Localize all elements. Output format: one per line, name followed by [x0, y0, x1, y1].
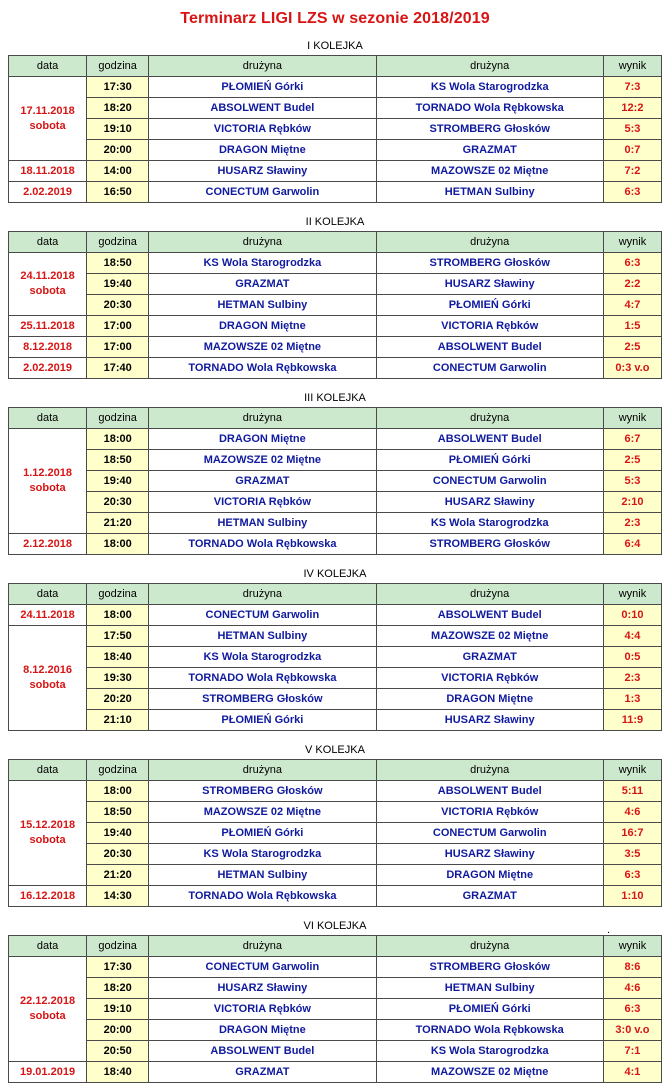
table-row	[9, 865, 662, 886]
table-row	[9, 626, 662, 647]
match-time: 19:30	[87, 668, 149, 689]
match-time: 14:00	[87, 161, 149, 182]
match-time: 18:20	[87, 98, 149, 119]
home-team: TORNADO Wola Rębkowska	[149, 886, 376, 907]
away-team: KS Wola Starogrodzka	[376, 513, 603, 534]
match-date: 22.12.2018 sobota	[9, 957, 87, 1062]
match-time: 19:40	[87, 823, 149, 844]
home-team: PŁOMIEŃ Górki	[149, 77, 376, 98]
match-time: 19:10	[87, 119, 149, 140]
match-time: 18:50	[87, 802, 149, 823]
match-time: 20:00	[87, 1020, 149, 1041]
column-header: godzina	[87, 584, 149, 605]
match-result: 4:6	[603, 802, 661, 823]
home-team: GRAZMAT	[149, 274, 376, 295]
away-team: MAZOWSZE 02 Miętne	[376, 1062, 603, 1083]
away-team: STROMBERG Głosków	[376, 534, 603, 555]
match-result: 4:7	[603, 295, 661, 316]
round-block	[8, 392, 662, 555]
match-result: 6:3	[603, 999, 661, 1020]
away-team: PŁOMIEŃ Górki	[376, 295, 603, 316]
column-header: godzina	[87, 408, 149, 429]
table-row	[9, 886, 662, 907]
away-team: ABSOLWENT Budel	[376, 781, 603, 802]
home-team: HETMAN Sulbiny	[149, 513, 376, 534]
match-time: 17:50	[87, 626, 149, 647]
match-result: 3:0 v.o	[603, 1020, 661, 1041]
match-result: 0:3 v.o	[603, 358, 661, 379]
table-row	[9, 957, 662, 978]
home-team: KS Wola Starogrodzka	[149, 844, 376, 865]
match-time: 18:00	[87, 781, 149, 802]
match-date: 2.02.2019	[9, 358, 87, 379]
match-result: 7:2	[603, 161, 661, 182]
column-header: wynik	[603, 584, 661, 605]
match-date: 15.12.2018 sobota	[9, 781, 87, 886]
table-row	[9, 429, 662, 450]
away-team: GRAZMAT	[376, 140, 603, 161]
away-team: ABSOLWENT Budel	[376, 605, 603, 626]
table-header-row	[9, 584, 662, 605]
match-result: 4:6	[603, 978, 661, 999]
column-header: data	[9, 584, 87, 605]
table-row	[9, 513, 662, 534]
table-row	[9, 471, 662, 492]
table-row	[9, 1020, 662, 1041]
round-title: III KOLEJKA	[304, 392, 366, 404]
match-result: 5:3	[603, 119, 661, 140]
away-team: CONECTUM Garwolin	[376, 823, 603, 844]
round-title: I KOLEJKA	[307, 40, 363, 52]
away-team: PŁOMIEŃ Górki	[376, 450, 603, 471]
table-row	[9, 295, 662, 316]
away-team: GRAZMAT	[376, 647, 603, 668]
away-team: HUSARZ Sławiny	[376, 492, 603, 513]
table-row	[9, 98, 662, 119]
away-team: HETMAN Sulbiny	[376, 978, 603, 999]
column-header: godzina	[87, 232, 149, 253]
match-time: 18:40	[87, 1062, 149, 1083]
away-team: STROMBERG Głosków	[376, 119, 603, 140]
round-title: V KOLEJKA	[305, 744, 365, 756]
match-result: 4:4	[603, 626, 661, 647]
match-time: 21:10	[87, 710, 149, 731]
match-result: 0:7	[603, 140, 661, 161]
home-team: DRAGON Miętne	[149, 429, 376, 450]
match-time: 20:00	[87, 140, 149, 161]
match-time: 18:50	[87, 450, 149, 471]
home-team: VICTORIA Rębków	[149, 999, 376, 1020]
match-time: 18:00	[87, 429, 149, 450]
home-team: TORNADO Wola Rębkowska	[149, 358, 376, 379]
stray-dot-text: .	[606, 924, 610, 936]
match-date: 8.12.2018	[9, 337, 87, 358]
column-header: data	[9, 232, 87, 253]
away-team: HUSARZ Sławiny	[376, 274, 603, 295]
table-row	[9, 358, 662, 379]
away-team: TORNADO Wola Rębkowska	[376, 98, 603, 119]
round-table	[8, 759, 662, 907]
match-result: 2:3	[603, 668, 661, 689]
round-table	[8, 55, 662, 203]
match-time: 17:40	[87, 358, 149, 379]
match-result: 1:3	[603, 689, 661, 710]
match-date: 24.11.2018 sobota	[9, 253, 87, 316]
match-time: 17:00	[87, 337, 149, 358]
match-time: 20:30	[87, 295, 149, 316]
away-team: STROMBERG Głosków	[376, 253, 603, 274]
column-header: drużyna	[376, 408, 603, 429]
table-row	[9, 492, 662, 513]
match-date: 19.01.2019	[9, 1062, 87, 1083]
table-row	[9, 450, 662, 471]
round-block	[8, 744, 662, 907]
table-row	[9, 978, 662, 999]
match-time: 21:20	[87, 865, 149, 886]
table-header-row	[9, 56, 662, 77]
table-row	[9, 668, 662, 689]
match-time: 20:30	[87, 844, 149, 865]
away-team: VICTORIA Rębków	[376, 668, 603, 689]
table-row	[9, 844, 662, 865]
column-header: wynik	[603, 56, 661, 77]
home-team: GRAZMAT	[149, 1062, 376, 1083]
match-date: 25.11.2018	[9, 316, 87, 337]
column-header: godzina	[87, 760, 149, 781]
away-team: KS Wola Starogrodzka	[376, 1041, 603, 1062]
away-team: DRAGON Miętne	[376, 689, 603, 710]
home-team: KS Wola Starogrodzka	[149, 647, 376, 668]
round-title: IV KOLEJKA	[303, 568, 367, 580]
column-header: drużyna	[149, 232, 376, 253]
column-header: wynik	[603, 232, 661, 253]
table-row	[9, 1062, 662, 1083]
table-header-row	[9, 408, 662, 429]
home-team: DRAGON Miętne	[149, 316, 376, 337]
home-team: HUSARZ Sławiny	[149, 978, 376, 999]
column-header: data	[9, 408, 87, 429]
match-time: 19:40	[87, 471, 149, 492]
away-team: GRAZMAT	[376, 886, 603, 907]
table-row	[9, 710, 662, 731]
match-result: 0:10	[603, 605, 661, 626]
home-team: TORNADO Wola Rębkowska	[149, 534, 376, 555]
home-team: DRAGON Miętne	[149, 1020, 376, 1041]
table-row	[9, 274, 662, 295]
match-result: 2:10	[603, 492, 661, 513]
home-team: HUSARZ Sławiny	[149, 161, 376, 182]
round-block	[8, 216, 662, 379]
home-team: HETMAN Sulbiny	[149, 295, 376, 316]
round-table	[8, 583, 662, 731]
home-team: CONECTUM Garwolin	[149, 605, 376, 626]
home-team: KS Wola Starogrodzka	[149, 253, 376, 274]
column-header: drużyna	[376, 760, 603, 781]
table-row	[9, 119, 662, 140]
match-result: 5:3	[603, 471, 661, 492]
match-result: 4:1	[603, 1062, 661, 1083]
away-team: ABSOLWENT Budel	[376, 429, 603, 450]
table-row	[9, 689, 662, 710]
column-header: drużyna	[376, 936, 603, 957]
home-team: ABSOLWENT Budel	[149, 98, 376, 119]
column-header: godzina	[87, 936, 149, 957]
match-result: 11:9	[603, 710, 661, 731]
table-row	[9, 534, 662, 555]
home-team: PŁOMIEŃ Górki	[149, 823, 376, 844]
home-team: GRAZMAT	[149, 471, 376, 492]
home-team: VICTORIA Rębków	[149, 119, 376, 140]
match-result: 6:4	[603, 534, 661, 555]
match-result: 6:3	[603, 865, 661, 886]
table-row	[9, 802, 662, 823]
match-time: 19:10	[87, 999, 149, 1020]
match-time: 16:50	[87, 182, 149, 203]
match-result: 7:1	[603, 1041, 661, 1062]
match-date: 17.11.2018 sobota	[9, 77, 87, 161]
match-result: 2:5	[603, 337, 661, 358]
away-team: DRAGON Miętne	[376, 865, 603, 886]
match-date: 16.12.2018	[9, 886, 87, 907]
schedule-page	[0, 10, 670, 1083]
away-team: CONECTUM Garwolin	[376, 471, 603, 492]
away-team: MAZOWSZE 02 Miętne	[376, 161, 603, 182]
match-result: 1:5	[603, 316, 661, 337]
match-date: 8.12.2016 sobota	[9, 626, 87, 731]
match-result: 0:5	[603, 647, 661, 668]
round-table	[8, 407, 662, 555]
match-time: 17:30	[87, 77, 149, 98]
round-title: VI KOLEJKA	[303, 920, 367, 932]
round-table	[8, 231, 662, 379]
match-time: 18:20	[87, 978, 149, 999]
match-time: 17:00	[87, 316, 149, 337]
table-row	[9, 316, 662, 337]
match-date: 2.12.2018	[9, 534, 87, 555]
column-header: drużyna	[376, 56, 603, 77]
table-header-row	[9, 232, 662, 253]
match-result: 6:3	[603, 182, 661, 203]
column-header: drużyna	[149, 56, 376, 77]
home-team: MAZOWSZE 02 Miętne	[149, 450, 376, 471]
match-time: 20:50	[87, 1041, 149, 1062]
round-title: II KOLEJKA	[305, 216, 365, 228]
away-team: VICTORIA Rębków	[376, 802, 603, 823]
match-time: 18:50	[87, 253, 149, 274]
table-header-row	[9, 760, 662, 781]
away-team: TORNADO Wola Rębkowska	[376, 1020, 603, 1041]
match-date: 2.02.2019	[9, 182, 87, 203]
home-team: HETMAN Sulbiny	[149, 865, 376, 886]
away-team: ABSOLWENT Budel	[376, 337, 603, 358]
table-row	[9, 647, 662, 668]
round-block	[8, 40, 662, 203]
table-row	[9, 781, 662, 802]
away-team: PŁOMIEŃ Górki	[376, 999, 603, 1020]
away-team: HETMAN Sulbiny	[376, 182, 603, 203]
table-row	[9, 140, 662, 161]
match-time: 14:30	[87, 886, 149, 907]
match-time: 19:40	[87, 274, 149, 295]
column-header: data	[9, 936, 87, 957]
match-result: 2:5	[603, 450, 661, 471]
match-result: 1:10	[603, 886, 661, 907]
home-team: STROMBERG Głosków	[149, 781, 376, 802]
table-row	[9, 999, 662, 1020]
page-title: Terminarz LIGI LZS w sezonie 2018/2019	[180, 10, 490, 27]
match-date: 24.11.2018	[9, 605, 87, 626]
home-team: VICTORIA Rębków	[149, 492, 376, 513]
match-time: 18:00	[87, 534, 149, 555]
home-team: STROMBERG Głosków	[149, 689, 376, 710]
rounds-container	[8, 40, 662, 1083]
column-header: drużyna	[149, 760, 376, 781]
home-team: DRAGON Miętne	[149, 140, 376, 161]
match-time: 20:20	[87, 689, 149, 710]
round-block	[8, 920, 662, 1083]
table-row	[9, 182, 662, 203]
match-result: 6:3	[603, 253, 661, 274]
away-team: HUSARZ Sławiny	[376, 844, 603, 865]
away-team: MAZOWSZE 02 Miętne	[376, 626, 603, 647]
match-time: 18:40	[87, 647, 149, 668]
column-header: data	[9, 760, 87, 781]
table-row	[9, 253, 662, 274]
away-team: STROMBERG Głosków	[376, 957, 603, 978]
match-result: 6:7	[603, 429, 661, 450]
match-result: 16:7	[603, 823, 661, 844]
match-date: 18.11.2018	[9, 161, 87, 182]
table-header-row	[9, 936, 662, 957]
match-result: 5:11	[603, 781, 661, 802]
match-time: 20:30	[87, 492, 149, 513]
home-team: MAZOWSZE 02 Miętne	[149, 802, 376, 823]
round-table	[8, 935, 662, 1083]
column-header: drużyna	[149, 408, 376, 429]
match-result: 2:2	[603, 274, 661, 295]
round-block	[8, 568, 662, 731]
table-row	[9, 161, 662, 182]
column-header: drużyna	[376, 584, 603, 605]
away-team: CONECTUM Garwolin	[376, 358, 603, 379]
column-header: drużyna	[376, 232, 603, 253]
match-date: 1.12.2018 sobota	[9, 429, 87, 534]
table-row	[9, 337, 662, 358]
away-team: VICTORIA Rębków	[376, 316, 603, 337]
column-header: wynik	[603, 936, 661, 957]
table-row	[9, 605, 662, 626]
match-result: 12:2	[603, 98, 661, 119]
match-time: 17:30	[87, 957, 149, 978]
home-team: CONECTUM Garwolin	[149, 957, 376, 978]
away-team: HUSARZ Sławiny	[376, 710, 603, 731]
column-header: drużyna	[149, 936, 376, 957]
away-team: KS Wola Starogrodzka	[376, 77, 603, 98]
home-team: MAZOWSZE 02 Miętne	[149, 337, 376, 358]
match-time: 21:20	[87, 513, 149, 534]
column-header: drużyna	[149, 584, 376, 605]
column-header: data	[9, 56, 87, 77]
table-row	[9, 77, 662, 98]
table-row	[9, 823, 662, 844]
home-team: ABSOLWENT Budel	[149, 1041, 376, 1062]
column-header: wynik	[603, 408, 661, 429]
home-team: CONECTUM Garwolin	[149, 182, 376, 203]
home-team: HETMAN Sulbiny	[149, 626, 376, 647]
match-time: 18:00	[87, 605, 149, 626]
column-header: godzina	[87, 56, 149, 77]
match-result: 7:3	[603, 77, 661, 98]
match-result: 8:6	[603, 957, 661, 978]
column-header: wynik	[603, 760, 661, 781]
match-result: 2:3	[603, 513, 661, 534]
home-team: TORNADO Wola Rębkowska	[149, 668, 376, 689]
home-team: PŁOMIEŃ Górki	[149, 710, 376, 731]
table-row	[9, 1041, 662, 1062]
match-result: 3:5	[603, 844, 661, 865]
